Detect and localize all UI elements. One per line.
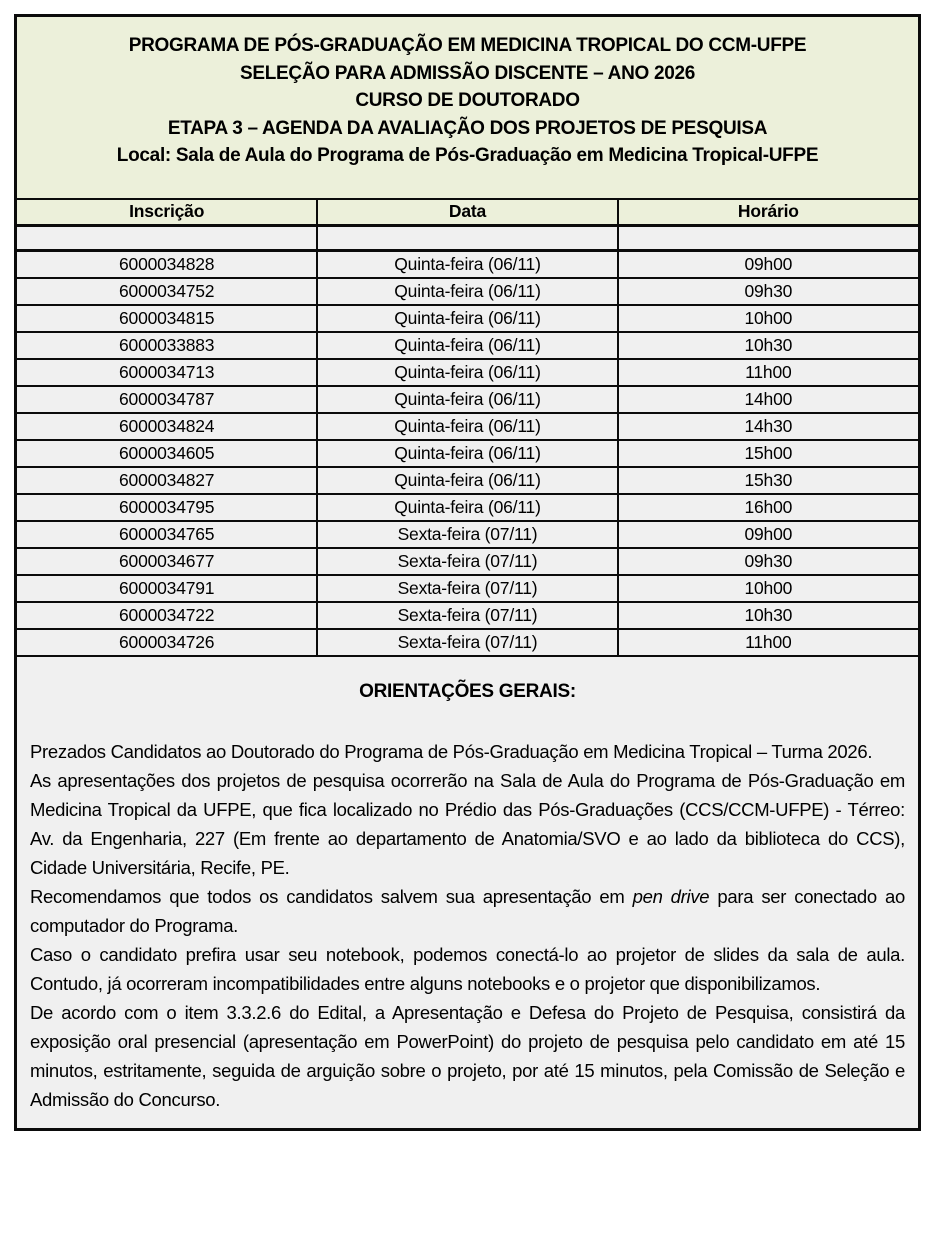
table-row <box>17 521 918 548</box>
time-cell: 10h00 <box>618 575 918 602</box>
document <box>14 14 921 1131</box>
inscription-cell: 6000034752 <box>17 278 317 305</box>
table-row <box>17 575 918 602</box>
empty-row <box>17 226 918 251</box>
text-segment: para ser conectado ao computador do Programa. <box>30 885 906 936</box>
time-cell: 15h00 <box>618 440 918 467</box>
date-cell: Sexta-feira (07/11) <box>317 602 617 629</box>
table-row <box>17 305 918 332</box>
orientation-paragraph <box>30 940 905 998</box>
time-cell: 11h00 <box>618 359 918 386</box>
inscription-cell: 6000034787 <box>17 386 317 413</box>
inscription-cell: 6000034791 <box>17 575 317 602</box>
schedule-table-head <box>17 199 918 226</box>
text-segment: Caso o candidato prefira usar seu notebook, podemos conectá-lo ao projetor de slides da sala de aula. Contudo, já ocorreram incompatibilidades entre alguns notebooks e o projetor que disponibilizamos. <box>30 943 905 994</box>
date-cell: Sexta-feira (07/11) <box>317 575 617 602</box>
table-row <box>17 386 918 413</box>
orientation-paragraph <box>30 766 905 882</box>
inscription-cell: 6000034722 <box>17 602 317 629</box>
time-cell: 16h00 <box>618 494 918 521</box>
italic-text: pen drive <box>632 885 710 907</box>
inscription-cell: 6000034677 <box>17 548 317 575</box>
column-header-horario: Horário <box>618 199 918 226</box>
date-cell: Sexta-feira (07/11) <box>317 548 617 575</box>
date-cell: Quinta-feira (06/11) <box>317 386 617 413</box>
text-segment: As apresentações dos projetos de pesquisa ocorrerão na Sala de Aula do Programa de Pós-Graduação em Medicina Tropical da UFPE, que fica localizado no Prédio das Pós-Graduações (CCS/CCM-UFPE) - Térreo: Av. da Engenharia, 227 (Em frente ao departamento de Anatomia/SVO e ao lado da biblioteca do CCS), Cidade Universitária, Recife, PE. <box>30 769 905 878</box>
table-row <box>17 413 918 440</box>
time-cell: 14h00 <box>618 386 918 413</box>
inscription-cell: 6000034827 <box>17 467 317 494</box>
table-row <box>17 629 918 656</box>
date-cell: Quinta-feira (06/11) <box>317 278 617 305</box>
inscription-cell: 6000034824 <box>17 413 317 440</box>
inscription-cell: 6000034815 <box>17 305 317 332</box>
table-row <box>17 332 918 359</box>
time-cell: 10h00 <box>618 305 918 332</box>
table-row <box>17 467 918 494</box>
orientation-paragraph <box>30 998 905 1114</box>
title-line-2: SELEÇÃO PARA ADMISSÃO DISCENTE – ANO 2026 <box>239 62 696 84</box>
table-row <box>17 278 918 305</box>
date-cell: Quinta-feira (06/11) <box>317 305 617 332</box>
table-row <box>17 602 918 629</box>
time-cell: 09h30 <box>618 548 918 575</box>
time-cell: 10h30 <box>618 332 918 359</box>
time-cell: 09h00 <box>618 251 918 278</box>
title-line-4: ETAPA 3 – AGENDA DA AVALIAÇÃO DOS PROJETOS DE PESQUISA <box>167 117 768 139</box>
empty-cell <box>317 226 617 251</box>
time-cell: 09h00 <box>618 521 918 548</box>
time-cell: 15h30 <box>618 467 918 494</box>
column-header-inscricao: Inscrição <box>17 199 317 226</box>
orientations-heading: ORIENTAÇÕES GERAIS: <box>359 680 576 702</box>
time-cell: 11h00 <box>618 629 918 656</box>
date-cell: Sexta-feira (07/11) <box>317 521 617 548</box>
inscription-cell: 6000034828 <box>17 251 317 278</box>
date-cell: Quinta-feira (06/11) <box>317 359 617 386</box>
orientations-section <box>17 657 918 1128</box>
inscription-cell: 6000034713 <box>17 359 317 386</box>
text-segment: Prezados Candidatos ao Doutorado do Programa de Pós-Graduação em Medicina Tropical – Turma 2026. <box>30 740 873 762</box>
orientation-paragraph <box>30 737 905 766</box>
date-cell: Quinta-feira (06/11) <box>317 332 617 359</box>
table-row <box>17 359 918 386</box>
table-row <box>17 494 918 521</box>
column-header-data: Data <box>317 199 617 226</box>
schedule-table-body <box>17 226 918 656</box>
header-row <box>17 199 918 226</box>
document-header <box>17 17 918 198</box>
text-segment: De acordo com o item 3.3.2.6 do Edital, a Apresentação e Defesa do Projeto de Pesquisa, consistirá da exposição oral presencial (apresentação em PowerPoint) do projeto de pesquisa pelo candidato em até 15 minutos, estritamente, seguida de arguição sobre o projeto, por até 15 minutos, pela Comissão de Seleção e Admissão do Concurso. <box>30 1001 905 1110</box>
empty-cell <box>17 226 317 251</box>
date-cell: Quinta-feira (06/11) <box>317 251 617 278</box>
table-row <box>17 548 918 575</box>
inscription-cell: 6000034765 <box>17 521 317 548</box>
date-cell: Quinta-feira (06/11) <box>317 467 617 494</box>
schedule-table <box>17 198 918 657</box>
inscription-cell: 6000033883 <box>17 332 317 359</box>
date-cell: Quinta-feira (06/11) <box>317 413 617 440</box>
date-cell: Quinta-feira (06/11) <box>317 440 617 467</box>
inscription-cell: 6000034605 <box>17 440 317 467</box>
table-row <box>17 440 918 467</box>
orientation-paragraph <box>30 882 905 940</box>
title-line-3: CURSO DE DOUTORADO <box>355 90 580 111</box>
date-cell: Quinta-feira (06/11) <box>317 494 617 521</box>
empty-cell <box>618 226 918 251</box>
title-line-5: Local: Sala de Aula do Programa de Pós-Graduação em Medicina Tropical-UFPE <box>116 145 819 166</box>
orientation-paragraphs <box>30 737 905 1114</box>
time-cell: 14h30 <box>618 413 918 440</box>
text-segment: Recomendamos que todos os candidatos salvem sua apresentação em <box>30 885 633 907</box>
time-cell: 10h30 <box>618 602 918 629</box>
date-cell: Sexta-feira (07/11) <box>317 629 617 656</box>
table-row <box>17 251 918 278</box>
inscription-cell: 6000034726 <box>17 629 317 656</box>
time-cell: 09h30 <box>618 278 918 305</box>
inscription-cell: 6000034795 <box>17 494 317 521</box>
title-line-1: PROGRAMA DE PÓS-GRADUAÇÃO EM MEDICINA TROPICAL DO CCM-UFPE <box>128 35 807 56</box>
